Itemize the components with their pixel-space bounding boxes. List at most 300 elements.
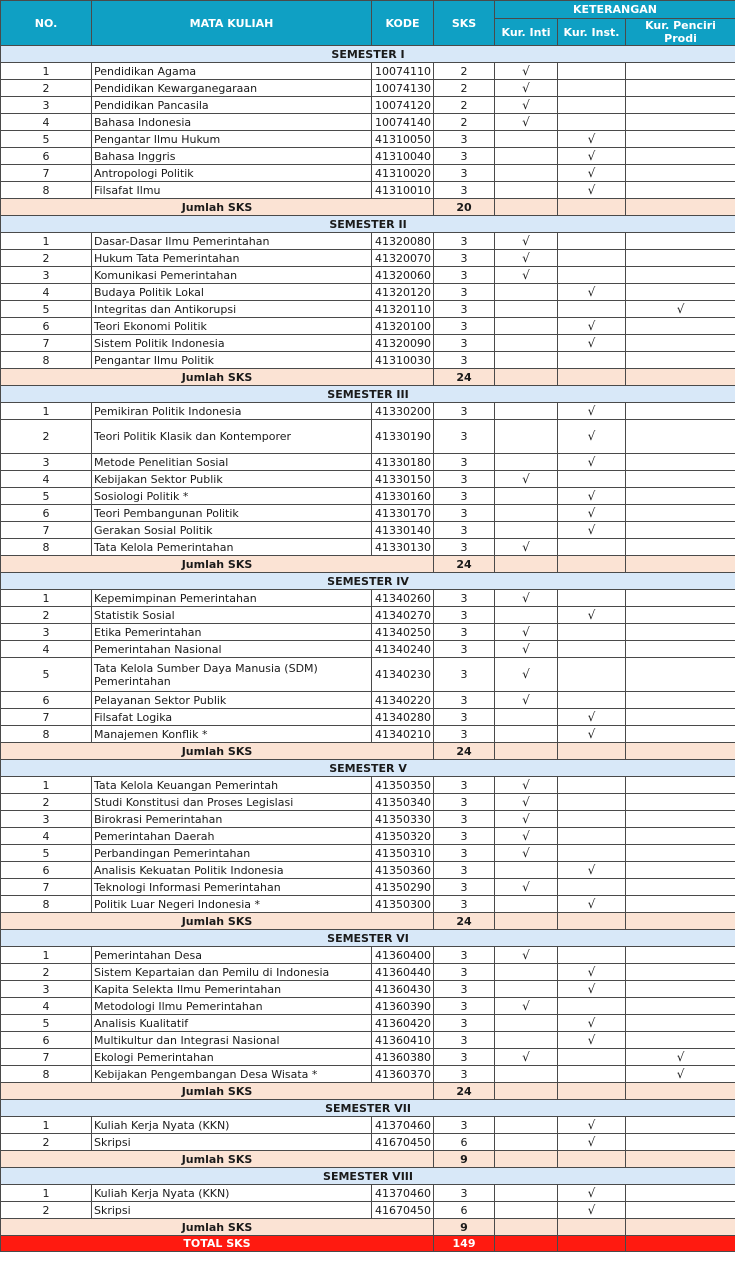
course-sks: 3 <box>434 879 495 896</box>
kur-inst-check <box>558 828 626 845</box>
kur-penciri-check <box>626 148 735 165</box>
kur-penciri-check <box>626 590 735 607</box>
kur-penciri-check <box>626 709 735 726</box>
subtotal-empty <box>495 1083 558 1100</box>
kur-penciri-check <box>626 981 735 998</box>
course-name: Teori Ekonomi Politik <box>92 318 372 335</box>
semester-header-row <box>1 573 735 590</box>
course-code: 10074110 <box>372 63 434 80</box>
course-sks: 3 <box>434 165 495 182</box>
semester-header-row <box>1 1100 735 1117</box>
course-no: 2 <box>1 1202 92 1219</box>
kur-inti-check <box>495 284 558 301</box>
kur-penciri-check <box>626 862 735 879</box>
kur-inti-check: √ <box>495 97 558 114</box>
kur-inst-check: √ <box>558 726 626 743</box>
course-row <box>1 80 735 97</box>
kur-inst-check <box>558 777 626 794</box>
kur-inti-check <box>495 1117 558 1134</box>
course-row <box>1 148 735 165</box>
course-row <box>1 352 735 369</box>
course-name: Skripsi <box>92 1202 372 1219</box>
subtotal-empty <box>626 556 735 573</box>
course-no: 5 <box>1 131 92 148</box>
course-sks: 2 <box>434 97 495 114</box>
course-name: Teori Politik Klasik dan Kontemporer <box>92 420 372 454</box>
semester-title: SEMESTER V <box>1 760 735 777</box>
header-mata-kuliah: MATA KULIAH <box>92 1 372 46</box>
subtotal-value: 24 <box>434 913 495 930</box>
subtotal-empty <box>626 1151 735 1168</box>
kur-penciri-check <box>626 1117 735 1134</box>
kur-penciri-check <box>626 318 735 335</box>
semester-title: SEMESTER III <box>1 386 735 403</box>
course-code: 41350320 <box>372 828 434 845</box>
course-row <box>1 947 735 964</box>
kur-inst-check: √ <box>558 318 626 335</box>
course-code: 41370460 <box>372 1117 434 1134</box>
course-no: 4 <box>1 284 92 301</box>
course-name: Tata Kelola Pemerintahan <box>92 539 372 556</box>
kur-penciri-check <box>626 80 735 97</box>
subtotal-row <box>1 369 735 386</box>
course-sks: 3 <box>434 964 495 981</box>
course-name: Kebijakan Pengembangan Desa Wisata * <box>92 1066 372 1083</box>
course-sks: 3 <box>434 624 495 641</box>
kur-inti-check <box>495 1134 558 1151</box>
course-no: 4 <box>1 998 92 1015</box>
course-name: Pemerintahan Daerah <box>92 828 372 845</box>
course-no: 2 <box>1 607 92 624</box>
course-no: 3 <box>1 267 92 284</box>
course-sks: 3 <box>434 318 495 335</box>
course-row <box>1 607 735 624</box>
course-code: 41310010 <box>372 182 434 199</box>
kur-inst-check: √ <box>558 420 626 454</box>
kur-inst-check: √ <box>558 964 626 981</box>
course-sks: 3 <box>434 403 495 420</box>
course-row <box>1 522 735 539</box>
course-code: 41330130 <box>372 539 434 556</box>
grand-total-empty <box>626 1236 735 1252</box>
course-row <box>1 403 735 420</box>
course-code: 41330180 <box>372 454 434 471</box>
kur-inti-check <box>495 454 558 471</box>
kur-inti-check <box>495 709 558 726</box>
course-sks: 3 <box>434 709 495 726</box>
subtotal-value: 24 <box>434 369 495 386</box>
course-code: 41340270 <box>372 607 434 624</box>
subtotal-empty <box>626 743 735 760</box>
semester-header-row <box>1 1168 735 1185</box>
course-no: 1 <box>1 1117 92 1134</box>
kur-inti-check <box>495 403 558 420</box>
semester-title: SEMESTER VIII <box>1 1168 735 1185</box>
header-kur-inti: Kur. Inti <box>495 19 558 46</box>
kur-inti-check <box>495 1032 558 1049</box>
kur-inti-check: √ <box>495 947 558 964</box>
course-code: 41330170 <box>372 505 434 522</box>
kur-inti-check <box>495 1015 558 1032</box>
kur-inti-check: √ <box>495 658 558 692</box>
grand-total-label: TOTAL SKS <box>1 1236 434 1252</box>
course-code: 41340250 <box>372 624 434 641</box>
kur-inti-check: √ <box>495 828 558 845</box>
course-sks: 3 <box>434 471 495 488</box>
kur-penciri-check <box>626 1032 735 1049</box>
kur-inst-check <box>558 471 626 488</box>
course-code: 41310020 <box>372 165 434 182</box>
kur-penciri-check <box>626 624 735 641</box>
kur-inti-check <box>495 607 558 624</box>
course-name: Tata Kelola Keuangan Pemerintah <box>92 777 372 794</box>
kur-penciri-check <box>626 1202 735 1219</box>
kur-inti-check: √ <box>495 114 558 131</box>
kur-inst-check: √ <box>558 165 626 182</box>
course-row <box>1 658 735 692</box>
course-name: Kuliah Kerja Nyata (KKN) <box>92 1117 372 1134</box>
kur-inst-check <box>558 352 626 369</box>
kur-inti-check: √ <box>495 233 558 250</box>
course-code: 41310050 <box>372 131 434 148</box>
kur-inst-check: √ <box>558 1202 626 1219</box>
kur-inst-check: √ <box>558 1032 626 1049</box>
course-name: Antropologi Politik <box>92 165 372 182</box>
course-name: Sistem Kepartaian dan Pemilu di Indonesia <box>92 964 372 981</box>
course-name: Kepemimpinan Pemerintahan <box>92 590 372 607</box>
kur-inti-check <box>495 318 558 335</box>
kur-inti-check: √ <box>495 624 558 641</box>
kur-inti-check <box>495 131 558 148</box>
course-name: Analisis Kualitatif <box>92 1015 372 1032</box>
course-no: 7 <box>1 165 92 182</box>
subtotal-row <box>1 913 735 930</box>
course-sks: 2 <box>434 63 495 80</box>
course-row <box>1 250 735 267</box>
kur-penciri-check <box>626 403 735 420</box>
kur-penciri-check: √ <box>626 1049 735 1066</box>
kur-inti-check: √ <box>495 794 558 811</box>
course-row <box>1 165 735 182</box>
subtotal-label: Jumlah SKS <box>1 1219 434 1236</box>
header-kode: KODE <box>372 1 434 46</box>
subtotal-label: Jumlah SKS <box>1 1083 434 1100</box>
kur-inti-check: √ <box>495 590 558 607</box>
course-sks: 3 <box>434 828 495 845</box>
subtotal-label: Jumlah SKS <box>1 1151 434 1168</box>
course-no: 2 <box>1 794 92 811</box>
semester-title: SEMESTER IV <box>1 573 735 590</box>
subtotal-row <box>1 1151 735 1168</box>
kur-penciri-check <box>626 131 735 148</box>
course-name: Politik Luar Negeri Indonesia * <box>92 896 372 913</box>
subtotal-value: 24 <box>434 743 495 760</box>
subtotal-empty <box>558 369 626 386</box>
course-code: 41670450 <box>372 1134 434 1151</box>
course-code: 41340230 <box>372 658 434 692</box>
kur-penciri-check <box>626 165 735 182</box>
course-row <box>1 981 735 998</box>
course-sks: 3 <box>434 420 495 454</box>
course-sks: 3 <box>434 981 495 998</box>
course-sks: 3 <box>434 998 495 1015</box>
course-row <box>1 862 735 879</box>
course-sks: 3 <box>434 607 495 624</box>
course-sks: 3 <box>434 811 495 828</box>
course-name: Pendidikan Kewarganegaraan <box>92 80 372 97</box>
course-sks: 3 <box>434 896 495 913</box>
course-row <box>1 896 735 913</box>
course-code: 41360390 <box>372 998 434 1015</box>
kur-penciri-check <box>626 250 735 267</box>
kur-inst-check: √ <box>558 1015 626 1032</box>
kur-inst-check: √ <box>558 488 626 505</box>
kur-inti-check <box>495 862 558 879</box>
course-row <box>1 641 735 658</box>
course-name: Metode Penelitian Sosial <box>92 454 372 471</box>
kur-penciri-check: √ <box>626 301 735 318</box>
kur-penciri-check <box>626 97 735 114</box>
course-no: 8 <box>1 539 92 556</box>
course-code: 41320110 <box>372 301 434 318</box>
course-sks: 3 <box>434 352 495 369</box>
subtotal-value: 24 <box>434 1083 495 1100</box>
subtotal-empty <box>495 199 558 216</box>
course-sks: 2 <box>434 114 495 131</box>
kur-inst-check <box>558 845 626 862</box>
course-code: 41350360 <box>372 862 434 879</box>
course-row <box>1 182 735 199</box>
course-name: Metodologi Ilmu Pemerintahan <box>92 998 372 1015</box>
kur-inti-check <box>495 964 558 981</box>
course-no: 4 <box>1 114 92 131</box>
course-no: 7 <box>1 1049 92 1066</box>
course-row <box>1 471 735 488</box>
course-name: Teknologi Informasi Pemerintahan <box>92 879 372 896</box>
course-no: 5 <box>1 845 92 862</box>
kur-inti-check <box>495 335 558 352</box>
kur-inti-check: √ <box>495 63 558 80</box>
table-body <box>1 46 735 1252</box>
course-sks: 3 <box>434 794 495 811</box>
course-row <box>1 879 735 896</box>
header-keterangan: KETERANGAN <box>495 1 735 19</box>
course-code: 41360430 <box>372 981 434 998</box>
kur-penciri-check <box>626 998 735 1015</box>
course-no: 6 <box>1 148 92 165</box>
course-row <box>1 114 735 131</box>
course-row <box>1 1134 735 1151</box>
course-no: 5 <box>1 301 92 318</box>
course-code: 10074130 <box>372 80 434 97</box>
kur-inst-check <box>558 114 626 131</box>
kur-inst-check <box>558 794 626 811</box>
semester-header-row <box>1 386 735 403</box>
course-no: 1 <box>1 1185 92 1202</box>
header-no: NO. <box>1 1 92 46</box>
kur-inti-check: √ <box>495 692 558 709</box>
course-sks: 3 <box>434 641 495 658</box>
kur-inti-check: √ <box>495 250 558 267</box>
grand-total-row <box>1 1236 735 1252</box>
course-no: 7 <box>1 879 92 896</box>
kur-inti-check: √ <box>495 471 558 488</box>
kur-inti-check <box>495 182 558 199</box>
course-code: 41320060 <box>372 267 434 284</box>
course-name: Pelayanan Sektor Publik <box>92 692 372 709</box>
course-sks: 3 <box>434 1185 495 1202</box>
course-row <box>1 454 735 471</box>
course-row <box>1 709 735 726</box>
subtotal-value: 20 <box>434 199 495 216</box>
course-name: Etika Pemerintahan <box>92 624 372 641</box>
course-no: 1 <box>1 590 92 607</box>
course-sks: 3 <box>434 284 495 301</box>
course-sks: 3 <box>434 148 495 165</box>
kur-inti-check <box>495 301 558 318</box>
subtotal-empty <box>558 1151 626 1168</box>
semester-header-row <box>1 930 735 947</box>
course-no: 8 <box>1 896 92 913</box>
course-code: 41320070 <box>372 250 434 267</box>
kur-inti-check: √ <box>495 998 558 1015</box>
course-row <box>1 420 735 454</box>
kur-penciri-check <box>626 182 735 199</box>
course-row <box>1 505 735 522</box>
course-code: 41370460 <box>372 1185 434 1202</box>
kur-inti-check <box>495 726 558 743</box>
kur-penciri-check <box>626 692 735 709</box>
subtotal-value: 24 <box>434 556 495 573</box>
kur-inti-check <box>495 522 558 539</box>
kur-inst-check <box>558 998 626 1015</box>
kur-inst-check: √ <box>558 505 626 522</box>
subtotal-empty <box>626 199 735 216</box>
course-code: 41320120 <box>372 284 434 301</box>
course-name: Pemerintahan Desa <box>92 947 372 964</box>
course-name: Pemikiran Politik Indonesia <box>92 403 372 420</box>
course-no: 7 <box>1 522 92 539</box>
course-no: 5 <box>1 1015 92 1032</box>
kur-inti-check: √ <box>495 811 558 828</box>
kur-penciri-check <box>626 352 735 369</box>
header-sks: SKS <box>434 1 495 46</box>
kur-inst-check <box>558 641 626 658</box>
course-sks: 3 <box>434 233 495 250</box>
course-sks: 3 <box>434 726 495 743</box>
course-sks: 6 <box>434 1134 495 1151</box>
subtotal-empty <box>558 556 626 573</box>
course-row <box>1 318 735 335</box>
course-no: 3 <box>1 624 92 641</box>
kur-inst-check: √ <box>558 607 626 624</box>
course-row <box>1 998 735 1015</box>
kur-inti-check <box>495 1066 558 1083</box>
course-row <box>1 1032 735 1049</box>
course-code: 41360420 <box>372 1015 434 1032</box>
course-name: Bahasa Indonesia <box>92 114 372 131</box>
course-sks: 3 <box>434 131 495 148</box>
course-code: 41320090 <box>372 335 434 352</box>
kur-inst-check <box>558 539 626 556</box>
course-no: 3 <box>1 811 92 828</box>
course-name: Gerakan Sosial Politik <box>92 522 372 539</box>
course-name: Budaya Politik Lokal <box>92 284 372 301</box>
course-code: 41340220 <box>372 692 434 709</box>
course-no: 2 <box>1 250 92 267</box>
kur-inst-check: √ <box>558 1185 626 1202</box>
kur-inst-check <box>558 947 626 964</box>
course-row <box>1 131 735 148</box>
kur-penciri-check: √ <box>626 1066 735 1083</box>
course-code: 41310030 <box>372 352 434 369</box>
course-code: 41360380 <box>372 1049 434 1066</box>
course-no: 5 <box>1 488 92 505</box>
kur-penciri-check <box>626 1185 735 1202</box>
kur-inti-check: √ <box>495 845 558 862</box>
course-code: 41340280 <box>372 709 434 726</box>
kur-inst-check <box>558 301 626 318</box>
kur-inti-check <box>495 148 558 165</box>
kur-inst-check <box>558 879 626 896</box>
kur-inst-check: √ <box>558 148 626 165</box>
course-name: Analisis Kekuatan Politik Indonesia <box>92 862 372 879</box>
kur-inst-check: √ <box>558 709 626 726</box>
semester-header-row <box>1 216 735 233</box>
kur-inst-check <box>558 692 626 709</box>
course-no: 2 <box>1 80 92 97</box>
course-sks: 3 <box>434 182 495 199</box>
course-row <box>1 335 735 352</box>
course-no: 8 <box>1 182 92 199</box>
course-no: 6 <box>1 505 92 522</box>
course-name: Kuliah Kerja Nyata (KKN) <box>92 1185 372 1202</box>
kur-penciri-check <box>626 335 735 352</box>
course-no: 6 <box>1 862 92 879</box>
kur-inti-check <box>495 1185 558 1202</box>
course-sks: 6 <box>434 1202 495 1219</box>
semester-title: SEMESTER VI <box>1 930 735 947</box>
course-no: 6 <box>1 692 92 709</box>
course-sks: 3 <box>434 454 495 471</box>
kur-penciri-check <box>626 1015 735 1032</box>
kur-inti-check <box>495 896 558 913</box>
course-row <box>1 63 735 80</box>
subtotal-empty <box>495 369 558 386</box>
course-no: 8 <box>1 352 92 369</box>
course-name: Pendidikan Agama <box>92 63 372 80</box>
course-sks: 3 <box>434 505 495 522</box>
course-sks: 3 <box>434 539 495 556</box>
kur-inti-check: √ <box>495 539 558 556</box>
semester-title: SEMESTER VII <box>1 1100 735 1117</box>
course-row <box>1 1015 735 1032</box>
subtotal-empty <box>558 743 626 760</box>
subtotal-label: Jumlah SKS <box>1 743 434 760</box>
kur-penciri-check <box>626 454 735 471</box>
kur-inst-check: √ <box>558 284 626 301</box>
course-sks: 3 <box>434 947 495 964</box>
course-sks: 3 <box>434 692 495 709</box>
course-name: Bahasa Inggris <box>92 148 372 165</box>
kur-penciri-check <box>626 284 735 301</box>
course-code: 10074140 <box>372 114 434 131</box>
kur-inst-check: √ <box>558 1134 626 1151</box>
course-code: 41330140 <box>372 522 434 539</box>
course-no: 1 <box>1 947 92 964</box>
kur-penciri-check <box>626 896 735 913</box>
course-row <box>1 1066 735 1083</box>
